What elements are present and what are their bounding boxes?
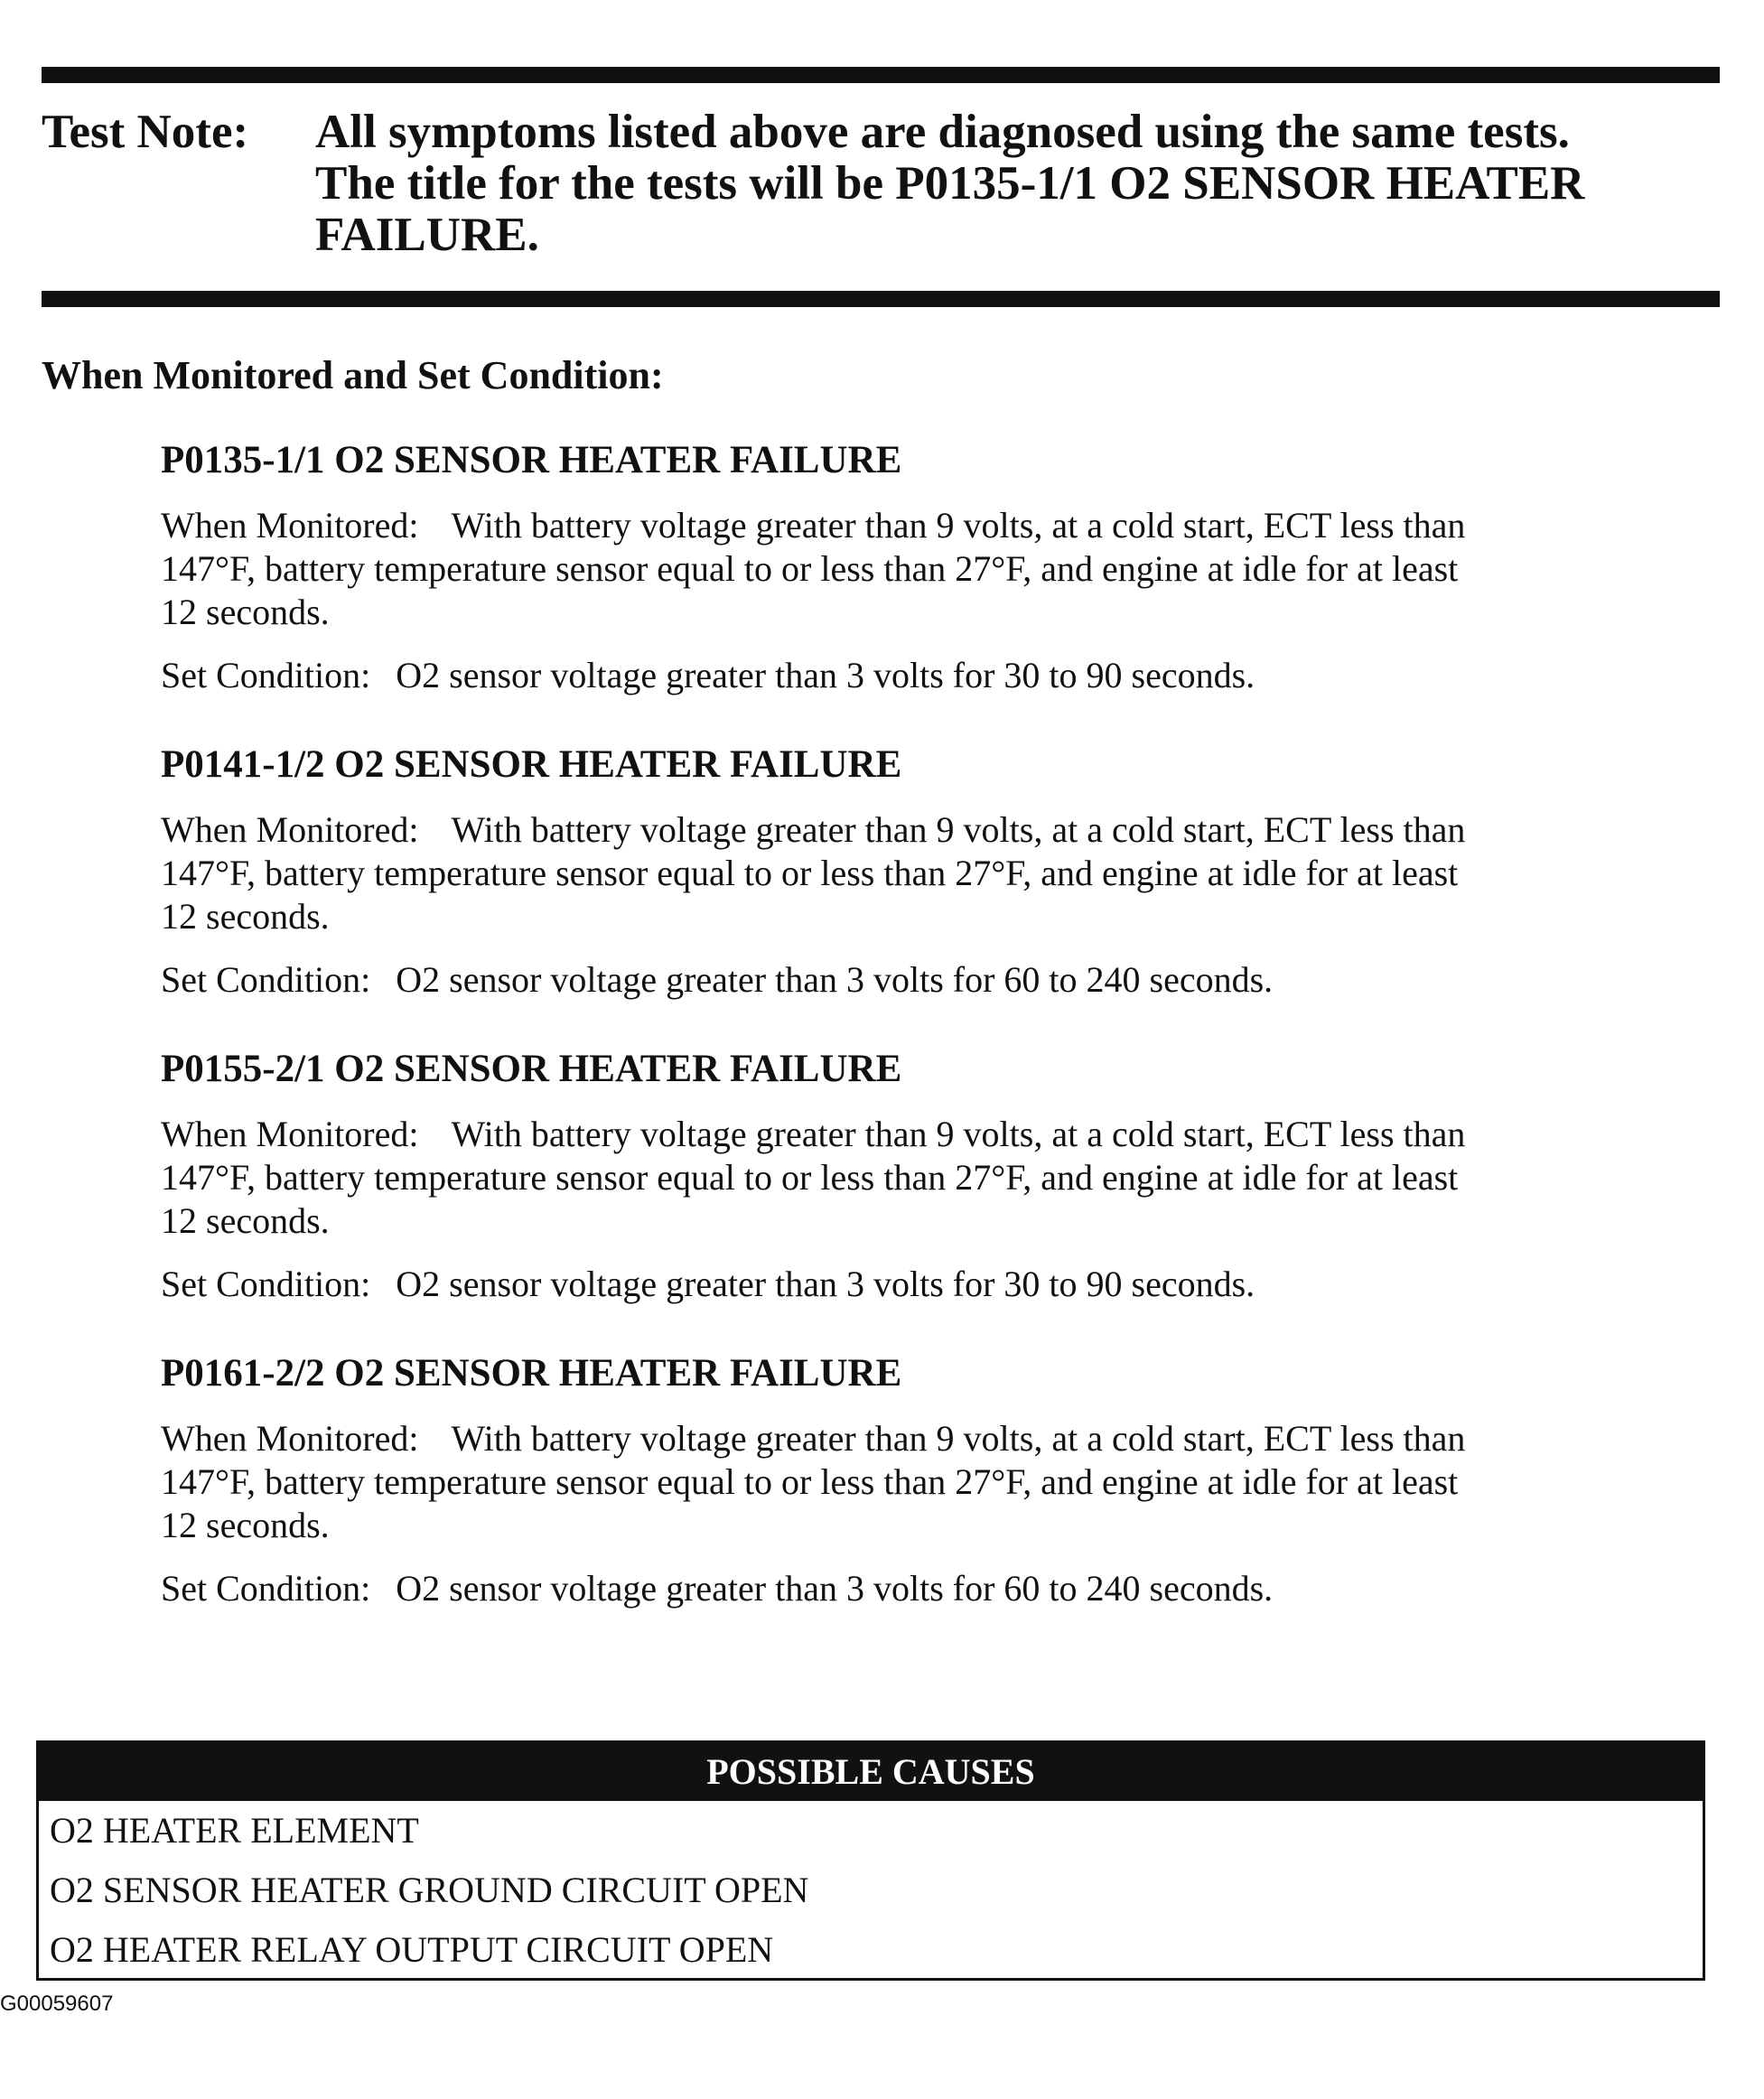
code-title: P0155-2/1 O2 SENSOR HEATER FAILURE — [161, 1048, 902, 1090]
test-note-line: All symptoms listed above are diagnosed using the same tests. — [315, 106, 1570, 158]
when-monitored — [161, 1417, 1723, 1547]
code-title: P0141-1/2 O2 SENSOR HEATER FAILURE — [161, 743, 902, 786]
test-note-line: FAILURE. — [315, 209, 539, 261]
when-monitored-line: 12 seconds. — [161, 592, 330, 632]
set-condition-text: O2 sensor voltage greater than 3 volts for 60 to 240 seconds. — [396, 959, 1274, 1000]
possible-cause-item: O2 SENSOR HEATER GROUND CIRCUIT OPEN — [50, 1870, 809, 1910]
when-monitored-text: With battery voltage greater than 9 volts, at a cold start, ECT less than — [451, 1418, 1466, 1459]
when-monitored-label: When Monitored: — [161, 809, 419, 850]
when-monitored-text: With battery voltage greater than 9 volts, at a cold start, ECT less than — [451, 505, 1466, 546]
when-monitored — [161, 1113, 1723, 1243]
figure-id: G00059607 — [0, 1992, 114, 2016]
when-monitored-line: 147°F, battery temperature sensor equal to or less than 27°F, and engine at idle for at least — [161, 548, 1459, 589]
when-monitored-label: When Monitored: — [161, 1114, 419, 1154]
test-note-label: Test Note: — [42, 106, 249, 158]
set-condition — [161, 958, 1723, 1002]
test-note-line: The title for the tests will be P0135-1/1 O2 SENSOR HEATER — [315, 157, 1585, 210]
when-monitored-line: 12 seconds. — [161, 896, 330, 937]
when-monitored-line: 147°F, battery temperature sensor equal to or less than 27°F, and engine at idle for at least — [161, 1157, 1459, 1198]
set-condition-label: Set Condition: — [161, 655, 371, 695]
code-title: P0135-1/1 O2 SENSOR HEATER FAILURE — [161, 439, 902, 481]
code-block-p0161 — [161, 1350, 1723, 1655]
when-monitored-label: When Monitored: — [161, 1418, 419, 1459]
possible-causes-table — [36, 1740, 1705, 1981]
set-condition — [161, 1263, 1723, 1306]
bottom-rule — [42, 291, 1720, 307]
when-monitored-text: With battery voltage greater than 9 volts, at a cold start, ECT less than — [451, 1114, 1466, 1154]
code-block-p0155 — [161, 1046, 1723, 1350]
set-condition-text: O2 sensor voltage greater than 3 volts for 60 to 240 seconds. — [396, 1568, 1274, 1609]
possible-cause-item: O2 HEATER RELAY OUTPUT CIRCUIT OPEN — [50, 1929, 774, 1970]
when-monitored-line — [161, 808, 1723, 852]
when-monitored — [161, 504, 1723, 634]
when-monitored-label: When Monitored: — [161, 505, 419, 546]
set-condition — [161, 654, 1723, 697]
when-monitored-line: 147°F, battery temperature sensor equal to or less than 27°F, and engine at idle for at least — [161, 1461, 1459, 1502]
code-list — [161, 437, 1723, 1655]
set-condition-text: O2 sensor voltage greater than 3 volts for 30 to 90 seconds. — [396, 1264, 1255, 1304]
when-monitored-line — [161, 1113, 1723, 1156]
possible-causes-header: POSSIBLE CAUSES — [39, 1743, 1703, 1801]
code-title: P0161-2/2 O2 SENSOR HEATER FAILURE — [161, 1352, 902, 1395]
set-condition-label: Set Condition: — [161, 1568, 371, 1609]
top-rule — [42, 67, 1720, 83]
when-monitored-line: 147°F, battery temperature sensor equal to or less than 27°F, and engine at idle for at least — [161, 853, 1459, 893]
when-monitored-text: With battery voltage greater than 9 volts, at a cold start, ECT less than — [451, 809, 1466, 850]
when-monitored — [161, 808, 1723, 938]
when-monitored-line: 12 seconds. — [161, 1505, 330, 1545]
when-monitored-line — [161, 1417, 1723, 1460]
section-heading: When Monitored and Set Condition: — [42, 353, 664, 397]
set-condition-label: Set Condition: — [161, 1264, 371, 1304]
when-monitored-line — [161, 504, 1723, 547]
test-note-text — [315, 107, 1722, 261]
code-block-p0135 — [161, 437, 1723, 742]
code-block-p0141 — [161, 742, 1723, 1046]
set-condition — [161, 1567, 1723, 1610]
set-condition-label: Set Condition: — [161, 959, 371, 1000]
set-condition-text: O2 sensor voltage greater than 3 volts for 30 to 90 seconds. — [396, 655, 1255, 695]
possible-cause-item: O2 HEATER ELEMENT — [50, 1810, 419, 1851]
when-monitored-line: 12 seconds. — [161, 1200, 330, 1241]
